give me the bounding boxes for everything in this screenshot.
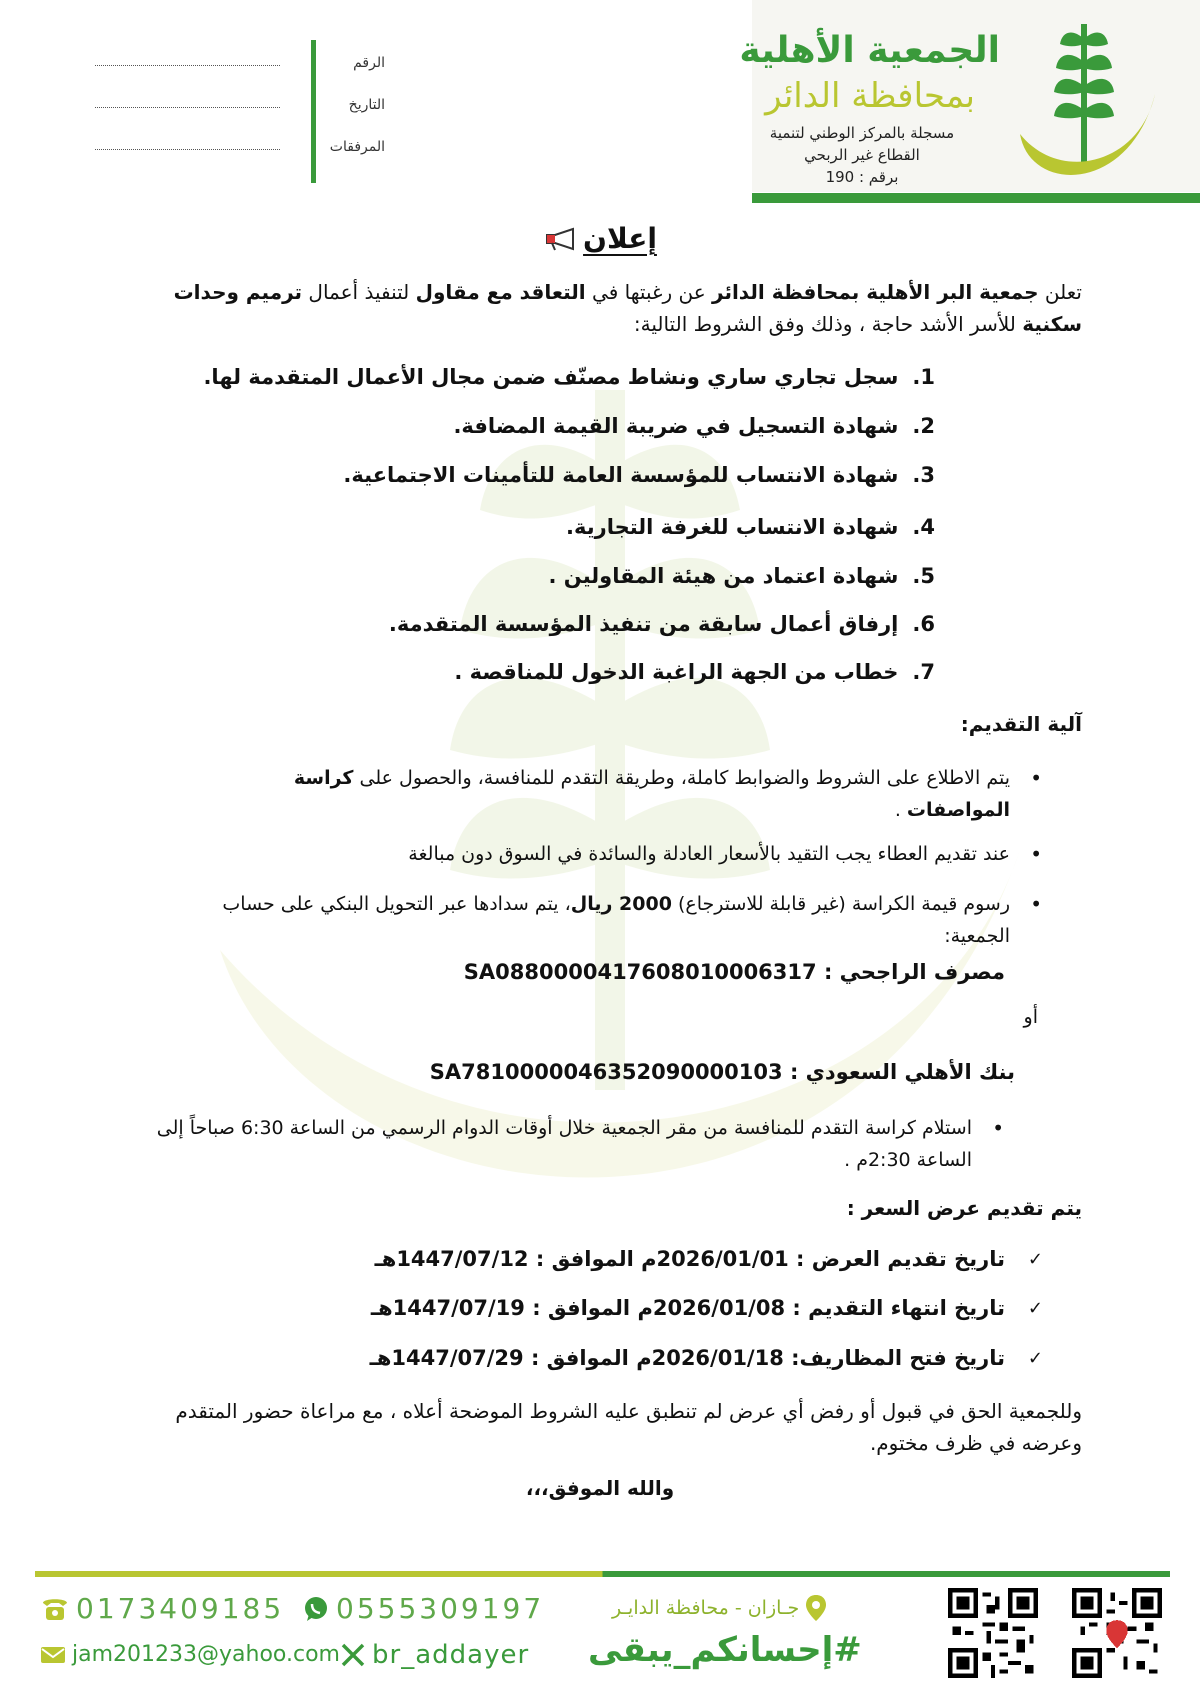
closing-paragraph: وللجمعية الحق في قبول أو رفض أي عرض لم تنطبق عليه الشروط الموضحة أعلاه ، مع مراعاة حضور المتقدم وعرضه في ظرف مختوم. [175, 1399, 1082, 1455]
footer-x-handle[interactable] [340, 1640, 529, 1670]
condition-text: إرفاق أعمال سابقة من تنفيذ المؤسسة المتقدمة. [388, 612, 899, 636]
org-name: الجمعية الأهلية [739, 30, 1000, 71]
condition-number: 1. [912, 365, 935, 389]
condition-number: 5. [912, 564, 935, 588]
condition-text: سجل تجاري ساري ونشاط مصنّف ضمن مجال الأعمال المتقدمة لها. [203, 365, 899, 389]
date-row [370, 1296, 1043, 1320]
date-hijri: 1447/07/19هـ [370, 1296, 525, 1320]
condition-item [454, 660, 935, 684]
meta-attachments-label: المرفقات [329, 139, 385, 155]
date-label: تاريخ تقديم العرض : [796, 1247, 1005, 1271]
bullet1-specs: كراسة المواصفات [293, 767, 1010, 821]
org-registration [742, 122, 982, 188]
date-label: تاريخ انتهاء التقديم : [792, 1296, 1005, 1320]
meta-date-row [95, 97, 385, 119]
org-region: بمحافظة الدائر [765, 76, 975, 116]
application-bullet: • استلام كراسة التقدم للمنافسة من مقر الجمعية خلال أوقات الدوام الرسمي من الساعة 6:30 صباحاً إلى الساعة 2:30م . [122, 1112, 972, 1176]
intro-org: جمعية البر الأهلية بمحافظة الدائر [712, 280, 1039, 304]
x-logo-icon [340, 1642, 366, 1668]
signoff: والله الموفق،،، [525, 1476, 675, 1500]
meta-date-label: التاريخ [348, 97, 385, 113]
header-accent-bar [752, 193, 1200, 203]
condition-text: شهادة الانتساب للمؤسسة العامة للتأمينات الاجتماعية. [343, 463, 899, 487]
wheat-logo-icon [1010, 14, 1160, 189]
x-handle: br_addayer [372, 1640, 530, 1670]
whatsapp-number: 0555309197 [336, 1592, 545, 1625]
bullet1-text: يتم الاطلاع على الشروط والضوابط كاملة، وطريقة التقدم للمنافسة، والحصول على [353, 767, 1010, 789]
meta-attachments-row [95, 139, 385, 161]
hashtag-text: #إحسانكم_يبقى [588, 1630, 862, 1670]
registration-line-1: مسجلة بالمركز الوطني لتنمية [769, 124, 955, 142]
meta-number-label: الرقم [353, 55, 385, 71]
intro-text-4: للأسر الأشد حاجة ، وذلك وفق الشروط التالية: [633, 312, 1023, 336]
footer-whatsapp[interactable] [302, 1592, 544, 1625]
bank-ahli [430, 1060, 1015, 1084]
or-text: أو [1023, 1006, 1038, 1028]
condition-text: شهادة اعتماد من هيئة المقاولين . [548, 564, 899, 588]
bank2-iban: SA7810000046352090000103 [429, 1060, 783, 1084]
bullet3-end: ، يتم سدادها عبر التحويل البنكي على حساب الجمعية: [222, 893, 1010, 947]
application-bullet [200, 762, 1010, 826]
bullet3-text: رسوم قيمة الكراسة (غير قابلة للاسترجاع) [671, 893, 1010, 915]
footer-location [612, 1594, 827, 1622]
telephone-icon [40, 1595, 70, 1623]
bank2-label: بنك الأهلي السعودي : [789, 1060, 1015, 1084]
date-gregorian: 2026/01/01م [641, 1247, 789, 1271]
condition-number: 7. [912, 660, 935, 684]
landline-number: 0173409185 [76, 1592, 285, 1625]
condition-number: 2. [912, 414, 935, 438]
map-qr-code-icon[interactable] [1072, 1588, 1162, 1678]
condition-item [453, 414, 935, 438]
intro-contract: التعاقد مع مقاول [415, 280, 586, 304]
qr-code-icon[interactable] [948, 1588, 1038, 1678]
meta-attachments-line [95, 149, 280, 150]
pricing-heading: يتم تقديم عرض السعر : [846, 1196, 1082, 1220]
announcement-title [0, 222, 1200, 255]
condition-item [389, 612, 935, 636]
application-bullet [180, 888, 1010, 952]
date-row [369, 1346, 1043, 1370]
condition-item [566, 515, 935, 539]
condition-text: شهادة التسجيل في ضريبة القيمة المضافة. [453, 414, 899, 438]
megaphone-icon [543, 226, 577, 252]
condition-number: 6. [912, 612, 935, 636]
date-gregorian: 2026/01/08م [637, 1296, 786, 1320]
condition-number: 4. [912, 515, 935, 539]
location-pin-icon [805, 1594, 827, 1622]
bank-rajhi [464, 960, 1005, 984]
check-icon: ✓ [1027, 1348, 1043, 1369]
bank1-iban: SA0880000417608010006317 [463, 960, 817, 984]
footer-hashtag [588, 1630, 862, 1670]
intro-text-2: عن رغبتها في [585, 280, 712, 304]
date-hijri: 1447/07/29هـ [369, 1346, 524, 1370]
check-icon: ✓ [1027, 1249, 1043, 1270]
condition-item [203, 365, 935, 389]
registration-line-3: برقم : 190 [825, 168, 899, 186]
title-text: إعلان [583, 222, 657, 255]
condition-item [343, 463, 935, 487]
check-icon: ✓ [1027, 1298, 1043, 1319]
date-row [374, 1247, 1043, 1271]
date-hijri: 1447/07/12هـ [374, 1247, 529, 1271]
application-heading: آلية التقديم: [960, 712, 1082, 736]
footer-email[interactable] [40, 1642, 340, 1667]
whatsapp-icon [302, 1595, 330, 1623]
footer-rule [35, 1571, 1170, 1577]
condition-item [549, 564, 935, 588]
bullet1-end: . [894, 799, 907, 821]
intro-text-3: لتنفيذ أعمال [302, 280, 416, 304]
meta-number-row [95, 55, 385, 77]
registration-line-2: القطاع غير الربحي [804, 146, 920, 164]
footer-landline[interactable] [40, 1592, 284, 1625]
meta-date-line [95, 107, 280, 108]
condition-text: شهادة الانتساب للغرفة التجارية. [566, 515, 899, 539]
meta-number-line [95, 65, 280, 66]
bank1-label: مصرف الراجحي : [823, 960, 1005, 984]
date-gregorian: 2026/01/18م [636, 1346, 784, 1370]
intro-paragraph [132, 276, 1082, 340]
date-agree: الموافق : [535, 1247, 634, 1271]
date-agree: الموافق : [530, 1346, 629, 1370]
email-address: jam201233@yahoo.com [72, 1642, 340, 1667]
application-bullet: • عند تقديم العطاء يجب التقيد بالأسعار العادلة والسائدة في السوق دون مبالغة [200, 838, 1010, 870]
condition-number: 3. [912, 463, 935, 487]
email-icon [40, 1645, 66, 1665]
date-label: تاريخ فتح المظاريف: [791, 1346, 1005, 1370]
location-text: جـازان - محافظة الدايـر [612, 1597, 800, 1619]
bullet3-fee: 2000 ريال [570, 893, 672, 915]
date-agree: الموافق : [532, 1296, 631, 1320]
intro-text-1: تعلن [1038, 280, 1082, 304]
condition-text: خطاب من الجهة الراغبة الدخول للمناقصة . [454, 660, 899, 684]
intro-work: ترميم وحدات سكنية [173, 280, 1082, 336]
